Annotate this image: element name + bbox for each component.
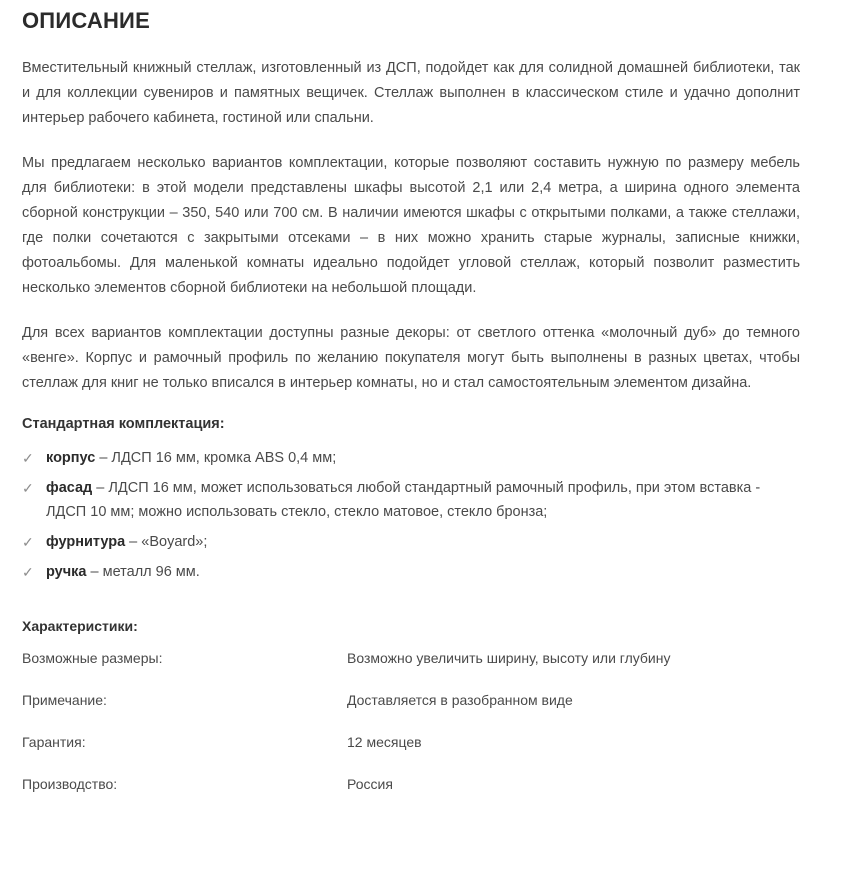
description-paragraph-2: Мы предлагаем несколько вариантов комплектации, которые позволяют составить нужную по размеру мебель для библиотеки: в этой модели представлены шкафы высотой 2,1 или 2,4 метра, а ширина одного элемента сборной конструкции – 350, 540 или 700 см. В наличии имеются шкафы с открытыми полками, а также стеллажи, где полки сочетаются с закрытыми отсеками – в них можно хранить старые журналы, записные книжки, фотоальбомы. Для маленькой комнаты идеально подойдет угловой стеллаж, который позволит разместить несколько элементов сборной библиотеки на небольшой площади.	[22, 155, 800, 296]
list-item-term: ручка	[46, 564, 87, 580]
list-item-text: – ЛДСП 16 мм, может использоваться любой стандартный рамочный профиль, при этом вставка - ЛДСП 10 мм; можно использовать стекло, стекло матовое, стекло бронза;	[46, 480, 761, 520]
characteristic-label: Гарантия:	[22, 734, 86, 750]
check-icon: ✓	[22, 480, 34, 496]
list-item	[22, 476, 802, 524]
table-row	[22, 734, 802, 776]
list-item-text: – «Boyard»;	[125, 534, 208, 550]
list-item	[22, 530, 802, 554]
list-item	[22, 446, 802, 470]
list-item-text: – металл 96 мм.	[86, 564, 200, 580]
characteristic-value: Доставляется в разобранном виде	[347, 692, 573, 708]
characteristics-table	[22, 650, 802, 818]
characteristic-label: Производство:	[22, 776, 118, 792]
characteristic-label: Примечание:	[22, 692, 107, 708]
list-item-term: фурнитура	[46, 534, 126, 550]
list-item-term: корпус	[46, 450, 96, 466]
characteristic-value: Возможно увеличить ширину, высоту или глубину	[347, 650, 671, 666]
standard-kit-heading: Стандартная комплектация:	[22, 416, 225, 432]
check-icon: ✓	[22, 450, 34, 466]
description-paragraph-3: Для всех вариантов комплектации доступны разные декоры: от светлого оттенка «молочный дуб» до темного «венге». Корпус и рамочный профиль по желанию покупателя могут быть выполнены в разных цветах, чтобы стеллаж для книг не только вписался в интерьер комнаты, но и стал самостоятельным элементом дизайна.	[22, 325, 800, 391]
table-row	[22, 692, 802, 734]
description-paragraph-1: Вместительный книжный стеллаж, изготовленный из ДСП, подойдет как для солидной домашней библиотеки, так и для коллекции сувениров и памятных вещичек. Стеллаж выполнен в классическом стиле и удачно дополнит интерьер рабочего кабинета, гостиной или спальни.	[22, 60, 800, 126]
check-icon: ✓	[22, 534, 34, 550]
list-item-term: фасад	[46, 480, 93, 496]
characteristic-value: Россия	[347, 776, 393, 792]
characteristic-value: 12 месяцев	[347, 734, 422, 750]
table-row	[22, 776, 802, 818]
page-title: ОПИСАНИЕ	[22, 8, 150, 33]
table-row	[22, 650, 802, 692]
standard-kit-list	[22, 446, 802, 584]
characteristic-label: Возможные размеры:	[22, 650, 163, 666]
check-icon: ✓	[22, 564, 34, 580]
characteristics-heading: Характеристики:	[22, 618, 138, 634]
list-item	[22, 560, 802, 584]
list-item-text: – ЛДСП 16 мм, кромка ABS 0,4 мм;	[95, 450, 337, 466]
